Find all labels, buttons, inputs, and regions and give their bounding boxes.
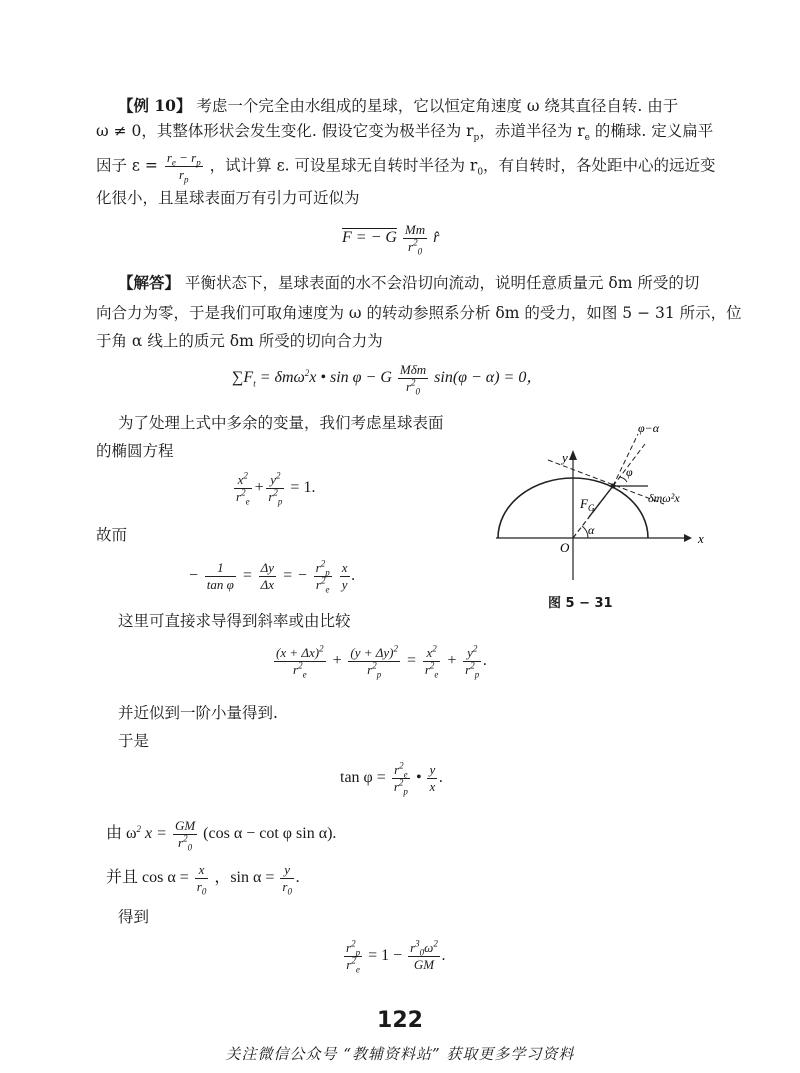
alpha-label: α (588, 523, 595, 537)
para-first-order: 并近似到一阶小量得到. (118, 704, 278, 722)
para-ellipse-2: 的椭圆方程 (96, 442, 174, 460)
compare-equation: $\frac{(x + \Delta x)^2}{r^2_e}$ + $\frac{(y + \Delta y)^2}{r^2_p}$ = $\frac{x^2}{r^2_e}$ + $\frac{y^2}{r^2_p}$ . (276, 643, 488, 680)
solution-line-2: 向合力为零，于是我们可取角速度为 ω 的转动参照系分析 δm 的受力，如图 5 − 31 所示，位 (96, 304, 742, 322)
x-label: x (698, 531, 704, 546)
footer-watermark: 关注微信公众号 “教辅资料站” 获取更多学习资料 (225, 1045, 575, 1063)
phi-label: φ (626, 465, 633, 479)
para-compare: 这里可直接求导得到斜率或由比较 (118, 612, 351, 630)
figure-caption: 图 5 − 31 (548, 596, 613, 611)
tangent-line (548, 460, 664, 504)
phi-minus-alpha-label: φ−α (638, 421, 660, 435)
x-axis-arrow-icon (684, 534, 692, 542)
para-ellipse-1: 为了处理上式中多余的变量，我们考虑星球表面 (118, 414, 444, 432)
solution-tag: 【解答】 (118, 273, 181, 292)
para-obtain: 得到 (118, 908, 150, 926)
force-subscript: G (588, 503, 595, 513)
solution-line-3: 于角 α 线上的质元 δm 所受的切向合力为 (96, 332, 383, 350)
tangential-force-equation: $\sum F_t = \delta m\omega^2x$ • sin φ − G $\frac{\text{Mδm}}{r^2_0}$ sin(φ − α) = 0， (232, 362, 543, 397)
solution-line-1: 【解答】 平衡状态下，星球表面的水不会沿切向流动，说明任意质量元 δm 所受的切 (118, 273, 700, 292)
therefore-label: 故而 (96, 526, 128, 544)
example-line-1: 【例 10】 考虑一个完全由水组成的星球，它以恒定角速度 ω 绕其直径自转. 由于 (118, 96, 679, 115)
page-number: 122 (377, 1008, 423, 1033)
ellipse-equation: $\frac{x^2}{r^2_e}$ + $\frac{y^2}{r^2_p}$ = 1. (236, 470, 316, 507)
example-line-4: 化很小，且星球表面万有引力可近似为 (96, 189, 360, 207)
para-then: 于是 (118, 732, 150, 750)
tan-phi-equation: tan φ = $\frac{r^2_e}{r^2_p}$ • $\frac{y}{x}$ . (340, 760, 444, 797)
force-label: F (580, 496, 588, 511)
flattening-fraction: $\frac{r_e - r_p}{r_p}$ (166, 150, 201, 185)
example-line-2: ω ≠ 0，其整体形状会发生变化. 假设它变为极半径为 $r_p$，赤道半径为 $r_e$ 的椭球. 定义扁平 (96, 122, 714, 144)
final-equation: $\frac{r^2_p}{r^2_e}$ = 1 − $\frac{r^3_0\omega^2}{GM}$ . (346, 938, 446, 975)
slope-equation: − $\frac{1}{\text{tan φ}}$ = $\frac{\Delta y}{\Delta x}$ = − $\frac{r^2_p}{r^2_e}$ $\frac{x}{y}$ . (188, 558, 356, 595)
origin-label: O (560, 540, 570, 555)
cos-sin-equation: 并且 cos α = $\frac{x}{r_0}$ ，sin α = $\frac{y}{r_0}$ . (106, 862, 300, 897)
figure-5-31 (488, 420, 720, 588)
example-tag: 【例 10】 (118, 96, 192, 115)
example-line-3: 因子 ε = $\frac{r_e - r_p}{r_p}$ ，试计算 ε. 可设星球无自转时半径为 $r_0$，有自转时，各处距中心的远近变 (96, 150, 716, 185)
gravity-equation: F = − G $\frac{Mm}{r^2_0}$ r̂ (342, 222, 440, 257)
y-label: y (562, 450, 568, 465)
y-axis-arrow-icon (569, 450, 577, 460)
centrifugal-label: δmω²x (648, 491, 680, 505)
omega-equation: 由 $\omega^2$ x = $\frac{GM}{r^2_0}$ (cos α − cot φ sin α). (106, 818, 337, 853)
mass-element-dot (611, 484, 616, 489)
